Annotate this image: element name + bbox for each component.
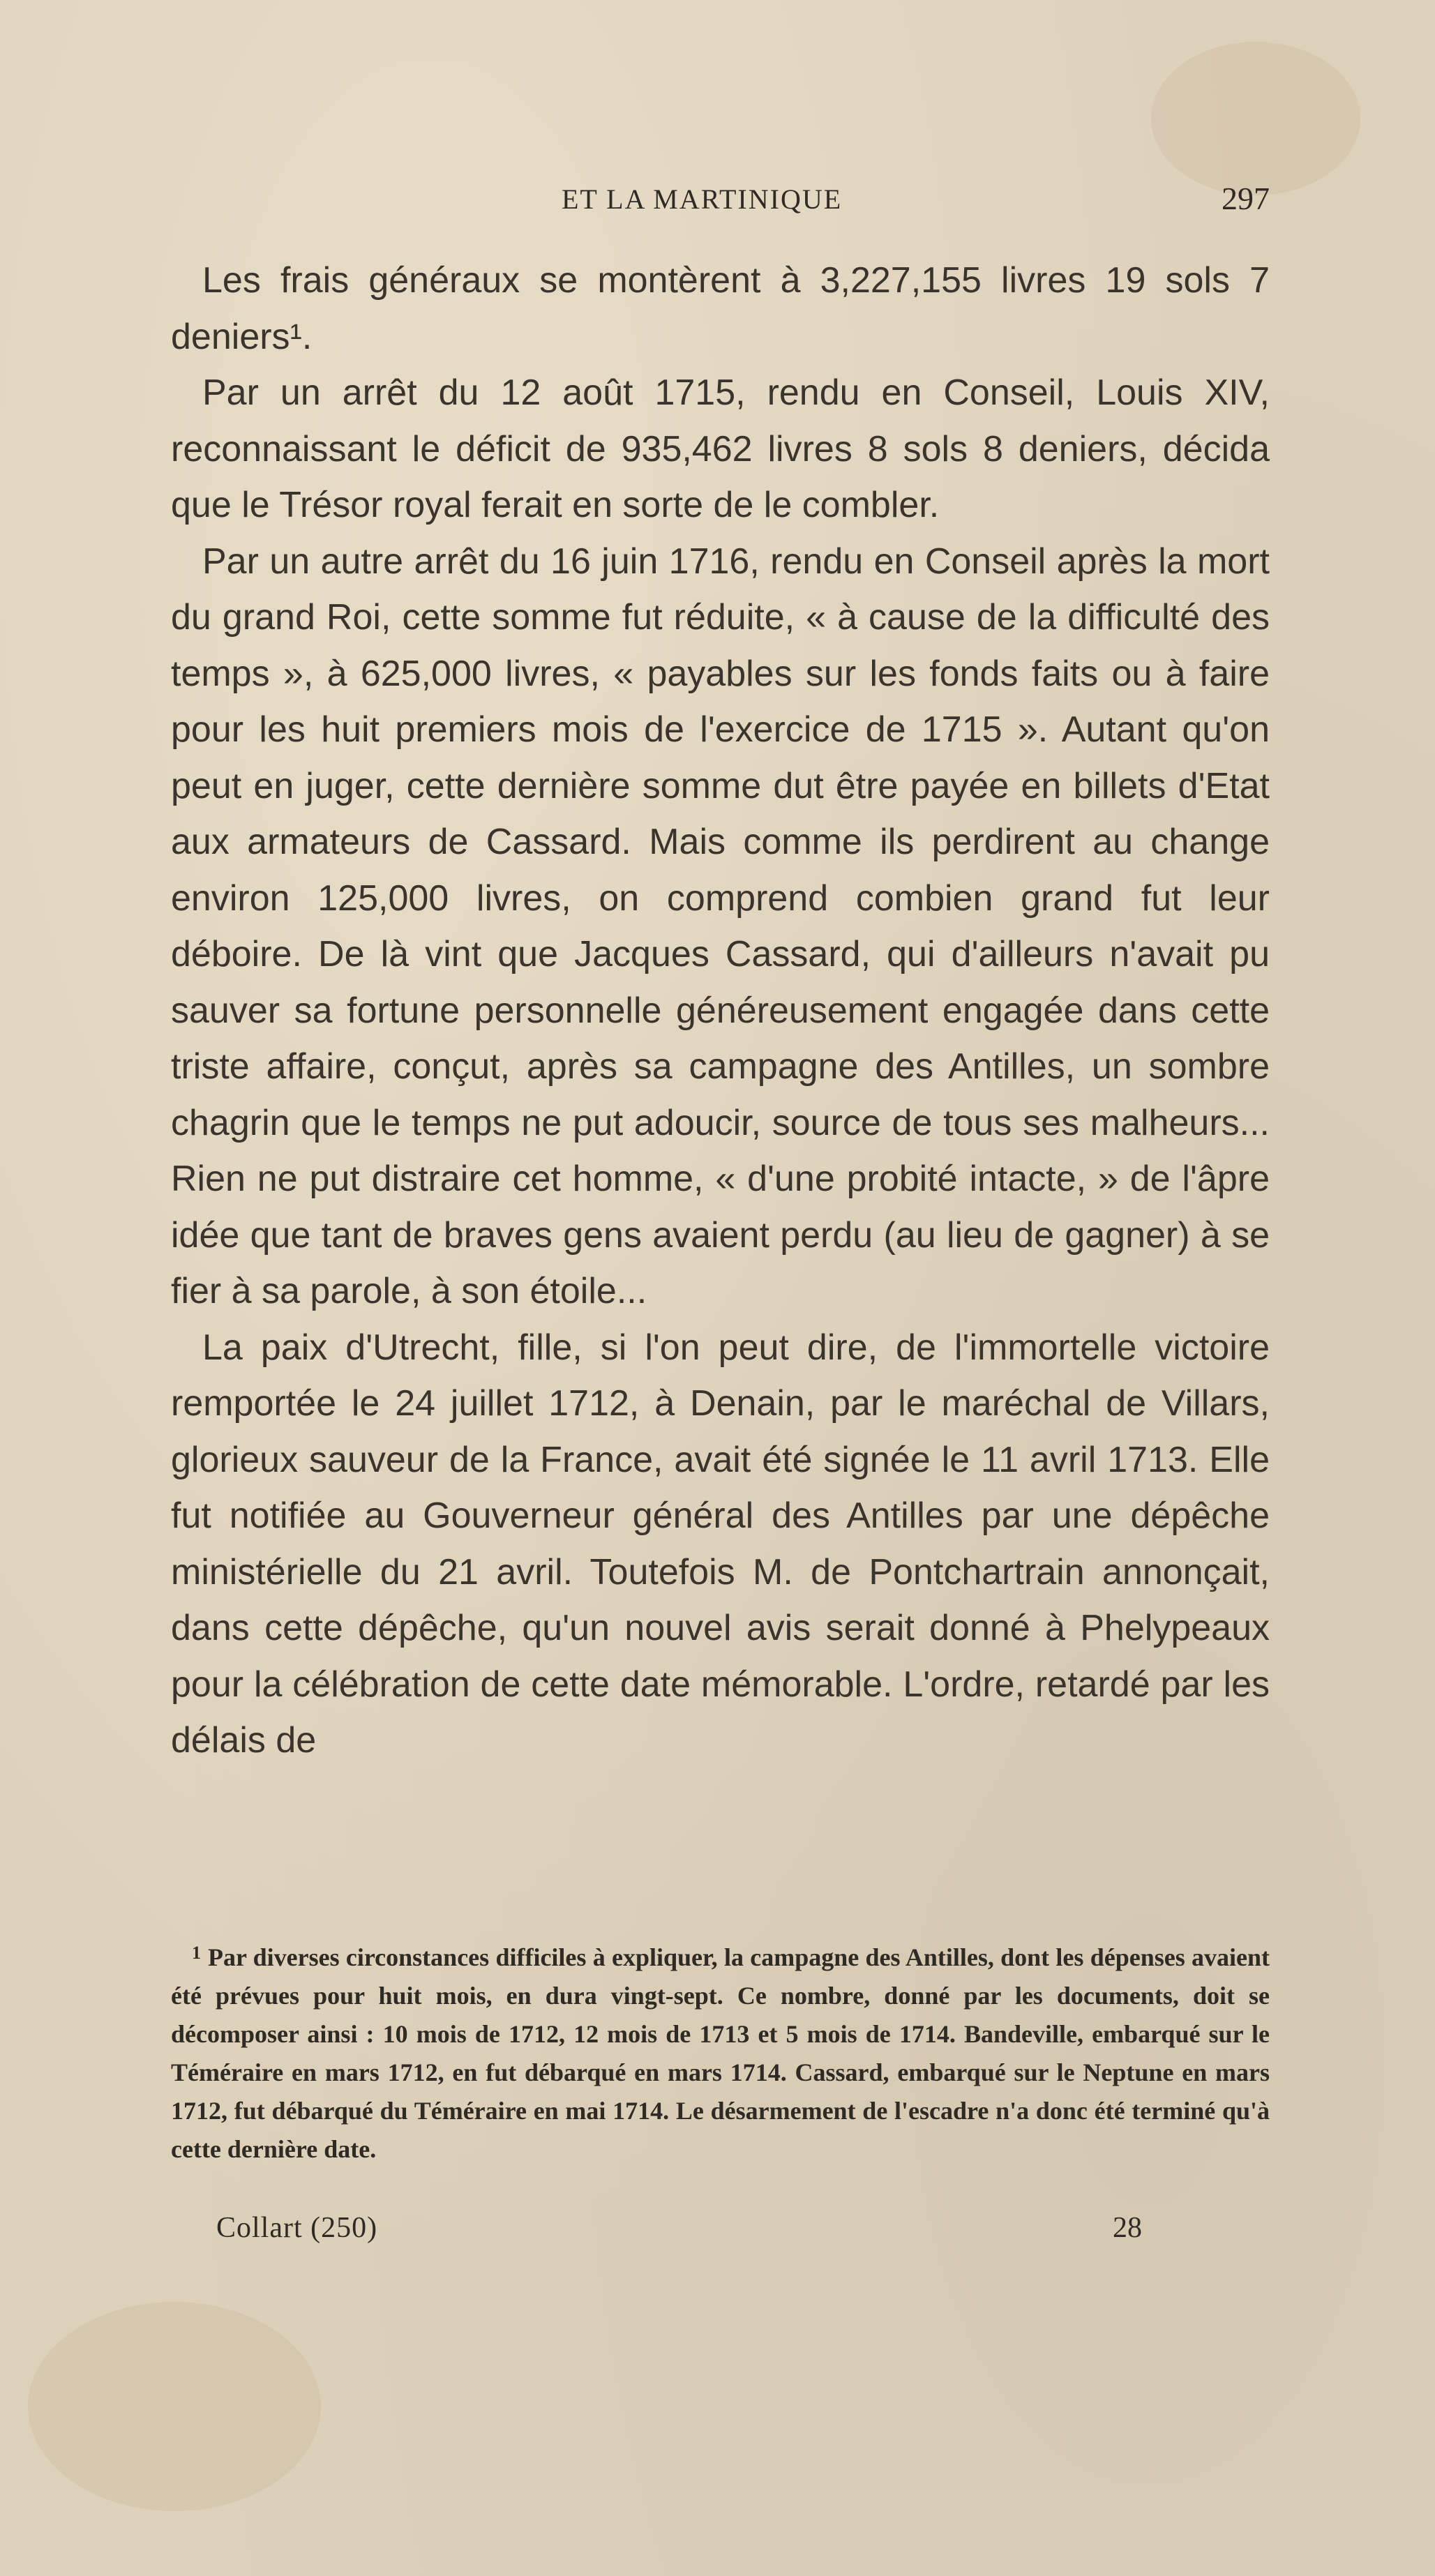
footnote-text: Par diverses circonstances difficiles à expliquer, la campagne des Antilles, dont les dépenses avaient été prévues pour huit mois, en dura vingt-sept. Ce nombre, donné par les documents, doit se décomposer ainsi : 10 mois de 1712, 12 mois de 1713 et 5 mois de 1714. Bandeville, embarqué sur le Téméraire en mars 1712, en fut débarqué en mars 1714. Cassard, embarqué sur le Neptune en mars 1712, fut débarqué du Téméraire en mai 1714. Le désarmement de l'escadre n'a donc été terminé qu'à cette dernière date.	[171, 1943, 1270, 2163]
paragraph: Les frais généraux se montèrent à 3,227,155 livres 19 sols 7 deniers¹.	[171, 260, 1270, 357]
page-header	[171, 183, 1270, 225]
paragraph: La paix d'Utrecht, fille, si l'on peut dire, de l'immortelle victoire remportée le 24 juillet 1712, à Denain, par le maréchal de Villars, glorieux sauveur de la France, avait été signée le 11 avril 1713. Elle fut notifiée au Gouverneur général des Antilles par une dépêche ministérielle du 21 avril. Toutefois M. de Pontchartrain annonçait, dans cette dépêche, qu'un nouvel avis serait donné à Phelypeaux pour la célébration de cette date mémorable. L'ordre, retardé par les délais de	[171, 1327, 1270, 1761]
page-footer	[171, 2211, 1270, 2253]
paragraph: Par un arrêt du 12 août 1715, rendu en Conseil, Louis XIV, reconnaissant le déficit de 935,462 livres 8 sols 8 deniers, décida que le Trésor royal ferait en sorte de le combler.	[171, 372, 1270, 525]
footnote	[171, 1934, 1270, 2169]
body-text	[171, 253, 1270, 1769]
paper-stain	[28, 2302, 321, 2511]
page-number: 297	[1222, 181, 1270, 216]
paragraph: Par un autre arrêt du 16 juin 1716, rendu en Conseil après la mort du grand Roi, cette somme fut réduite, « à cause de la difficulté des temps », à 625,000 livres, « payables sur les fonds faits ou à faire pour les huit premiers mois de l'exercice de 1715 ». Autant qu'on peut en juger, cette dernière somme dut être payée en billets d'Etat aux armateurs de Cassard. Mais comme ils perdirent au change environ 125,000 livres, on comprend combien grand fut leur déboire. De là vint que Jacques Cassard, qui d'ailleurs n'avait pu sauver sa fortune personnelle généreusement engagée dans cette triste affaire, conçut, après sa campagne des Antilles, un sombre chagrin que le temps ne put adoucir, source de tous ses malheurs... Rien ne put distraire cet homme, « d'une probité intacte, » de l'âpre idée que tant de braves gens avaient perdu (au lieu de gagner) à se fier à sa parole, à son étoile...	[171, 541, 1270, 1311]
footnotes	[171, 1934, 1270, 2169]
footnote-marker: 1	[192, 1943, 201, 1963]
signature-mark: 28	[1113, 2212, 1142, 2244]
running-head: ET LA MARTINIQUE	[562, 183, 843, 215]
printer-mark: Collart (250)	[216, 2212, 378, 2244]
paper-stain	[1151, 42, 1360, 195]
